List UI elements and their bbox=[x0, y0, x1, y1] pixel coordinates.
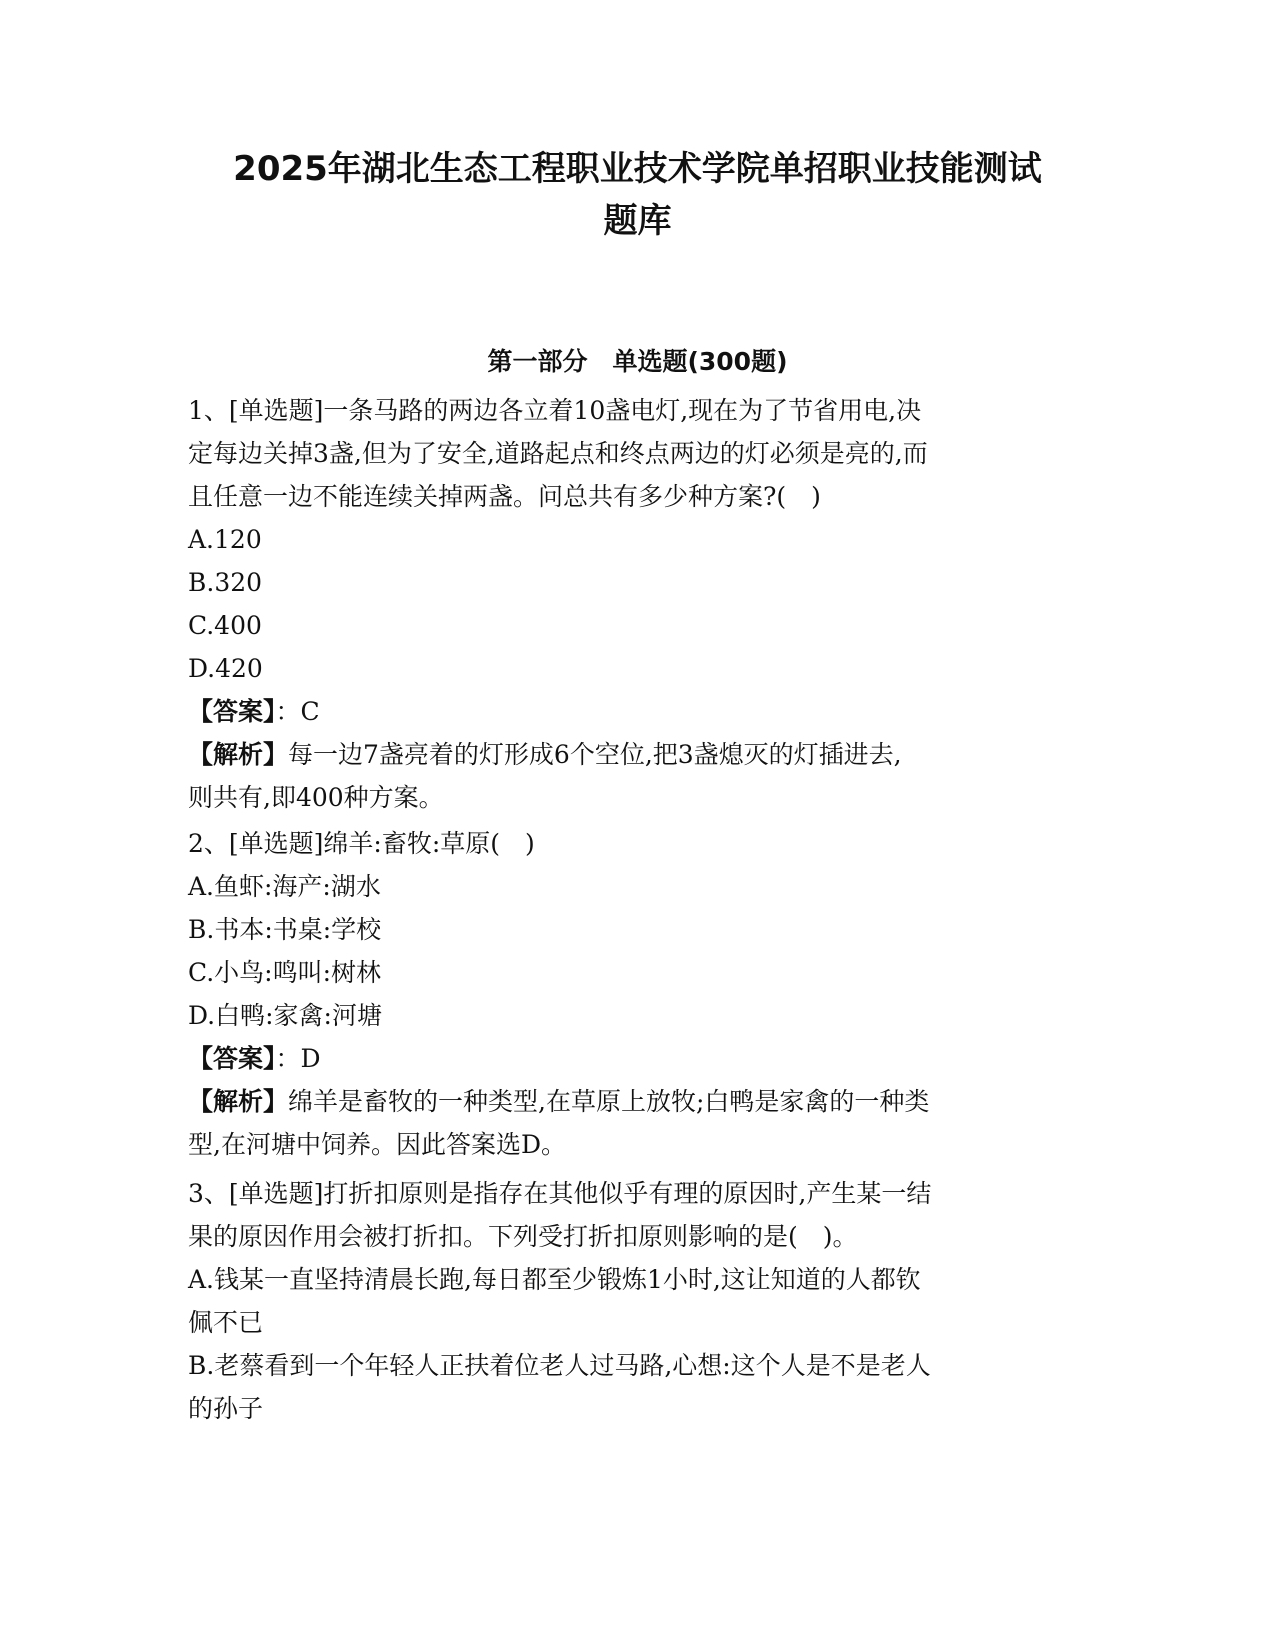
option-c: C.400 bbox=[188, 611, 262, 640]
question-1 bbox=[188, 389, 1088, 819]
analysis-line: 型,在河塘中饲养。因此答案选D。 bbox=[188, 1130, 566, 1159]
option-d: D.420 bbox=[188, 654, 263, 683]
question-stem-line: 3、[单选题]打折扣原则是指存在其他似乎有理的原因时,产生某一结 bbox=[188, 1179, 932, 1208]
question-stem-line: 且任意一边不能连续关掉两盏。问总共有多少种方案?( ) bbox=[188, 482, 821, 511]
option-a: A.钱某一直坚持清晨长跑,每日都至少锻炼1小时,这让知道的人都钦 bbox=[188, 1265, 921, 1294]
analysis-text: 每一边7盏亮着的灯形成6个空位,把3盏熄灭的灯插进去, bbox=[288, 740, 902, 769]
section-title: 第一部分 单选题(300题) bbox=[487, 347, 788, 376]
answer-value: C bbox=[300, 697, 320, 726]
analysis-text: 绵羊是畜牧的一种类型,在草原上放牧;白鸭是家禽的一种类 bbox=[288, 1087, 930, 1116]
answer-separator: ： bbox=[275, 697, 301, 726]
option-a: A.120 bbox=[188, 525, 262, 554]
question-2 bbox=[188, 822, 1088, 1166]
question-stem-line: 定每边关掉3盏,但为了安全,道路起点和终点两边的灯必须是亮的,而 bbox=[188, 439, 928, 468]
question-stem-line: 1、[单选题]一条马路的两边各立着10盏电灯,现在为了节省用电,决 bbox=[188, 396, 922, 425]
option-a: A.鱼虾:海产:湖水 bbox=[188, 872, 381, 901]
analysis-tag: 【解析】 bbox=[188, 1087, 289, 1116]
option-b-continued: 的孙子 bbox=[188, 1394, 264, 1423]
question-stem-line: 2、[单选题]绵羊:畜牧:草原( ) bbox=[188, 829, 535, 858]
document-title-line2: 题库 bbox=[603, 201, 672, 241]
answer-line bbox=[188, 690, 1088, 733]
option-b: B.老蔡看到一个年轻人正扶着位老人过马路,心想:这个人是不是老人 bbox=[188, 1351, 931, 1380]
analysis-line: 则共有,即400种方案。 bbox=[188, 783, 444, 812]
option-d: D.白鸭:家禽:河塘 bbox=[188, 1001, 382, 1030]
option-c: C.小鸟:鸣叫:树林 bbox=[188, 958, 382, 987]
question-3 bbox=[188, 1172, 1088, 1430]
answer-line bbox=[188, 1037, 1088, 1080]
analysis-line bbox=[188, 1080, 1088, 1123]
answer-separator: ： bbox=[275, 1044, 301, 1073]
answer-value: D bbox=[300, 1044, 321, 1073]
option-b: B.书本:书桌:学校 bbox=[188, 915, 382, 944]
option-b: B.320 bbox=[188, 568, 263, 597]
document-title-line1: 2025年湖北生态工程职业技术学院单招职业技能测试 bbox=[233, 149, 1042, 189]
analysis-line bbox=[188, 733, 1088, 776]
answer-tag: 【答案】 bbox=[188, 1044, 276, 1073]
answer-tag: 【答案】 bbox=[188, 697, 276, 726]
question-stem-line: 果的原因作用会被打折扣。下列受打折扣原则影响的是( )。 bbox=[188, 1222, 858, 1251]
option-a-continued: 佩不已 bbox=[188, 1308, 264, 1337]
analysis-tag: 【解析】 bbox=[188, 740, 289, 769]
